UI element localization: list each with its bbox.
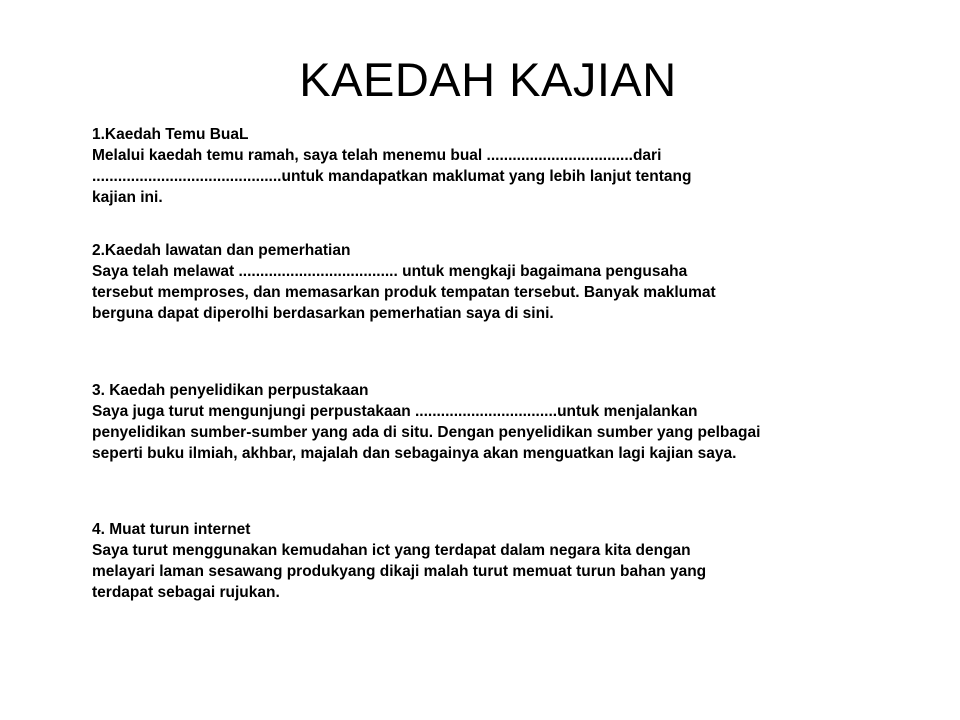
section-body: Saya turut menggunakan kemudahan ict yang terdapat dalam negara kita dengan melayari laman sesawang produkyang dikaji malah turut memuat turun bahan yang terdapat sebagai rujukan. (92, 542, 707, 601)
section-heading: 1.Kaedah Temu BuaL (92, 126, 249, 143)
section-body: Melalui kaedah temu ramah, saya telah menemu bual ..................................dari ............................................untuk mandapatkan maklumat yang lebih lanjut tentang kajian ini. (92, 147, 692, 206)
section-body: Saya telah melawat ..................................... untuk mengkaji bagaimana pengusaha tersebut memproses, dan memasarkan produk tempatan tersebut. Banyak maklumat berguna dapat diperolhi berdasarkan pemerhatian saya di sini. (92, 263, 716, 322)
section-heading: 2.Kaedah lawatan dan pemerhatian (92, 242, 351, 259)
section-penyelidikan-perpustakaan (92, 380, 760, 464)
section-heading: 3. Kaedah penyelidikan perpustakaan (92, 382, 369, 399)
section-heading: 4. Muat turun internet (92, 521, 251, 538)
section-body: Saya juga turut mengunjungi perpustakaan .................................untuk menjalankan penyelidikan sumber-sumber yang ada di situ. Dengan penyelidikan sumber yang pelbagai seperti buku ilmiah, akhbar, majalah dan sebagainya akan menguatkan lagi kajian saya. (92, 403, 761, 462)
slide-title: KAEDAH KAJIAN (299, 53, 677, 106)
section-temu-bual (92, 124, 691, 208)
section-lawatan-pemerhatian (92, 240, 716, 324)
section-muat-turun-internet (92, 519, 706, 603)
